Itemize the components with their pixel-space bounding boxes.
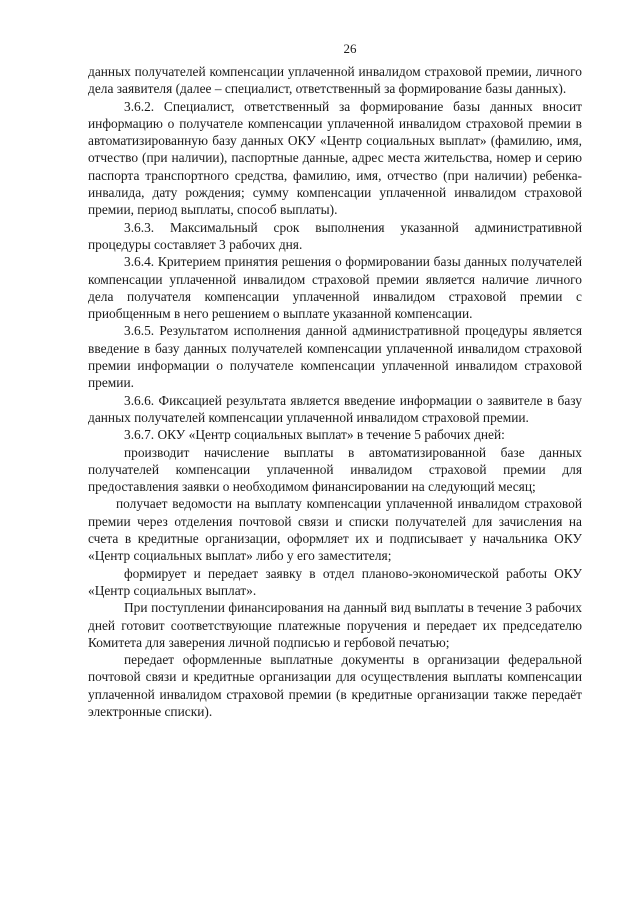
page-number: 26 — [343, 41, 357, 56]
list-item-statements: получает ведомости на выплату компенсации уплаченной инвалидом страховой премии через отделения почтовой связи и списки получателей для зачисления на счета в кредитные организации, оформляет их и подписывает у начальника ОКУ «Центр социальных выплат» либо у его заместителя; — [88, 496, 582, 564]
paragraph-3-6-5: 3.6.5. Результатом исполнения данной административной процедуры является введение в базу данных получателей компенсации уплаченной инвалидом страховой премии информации о получателе компенсации уплаченной инвалидом страховой премии. — [88, 323, 582, 391]
paragraph-3-6-7: 3.6.7. ОКУ «Центр социальных выплат» в течение 5 рабочих дней: — [124, 427, 505, 443]
paragraph-3-6-2: 3.6.2. Специалист, ответственный за формирование базы данных вносит информацию о получателе компенсации уплаченной инвалидом страховой премии в автоматизированную базу данных ОКУ «Центр социальных выплат» (фамилию, имя, отчество (при наличии), паспортные данные, адрес места жительства, номер и серию паспорта транспортного средства, фамилию, имя, отчество (при наличии) ребенка-инвалида, дату рождения; сумму компенсации уплаченной инвалидом страховой премии, период выплаты, способ выплаты). — [88, 98, 582, 218]
list-item-transfer: передает оформленные выплатные документы в организации федеральной почтовой связи и кредитные организации для осуществления выплаты компенсации уплаченной инвалидом страховой премии (в кредитные организации также передаёт электронные списки). — [88, 652, 582, 719]
list-item-accrual: производит начисление выплаты в автоматизированной базе данных получателей компенсации уплаченной инвалидом страховой премии для предоставления заявки о необходимом финансировании на следующий месяц; — [88, 444, 582, 495]
paragraph-3-6-6: 3.6.6. Фиксацией результата является введение информации о заявителе в базу данных получателей компенсации уплаченной инвалидом страховой премии. — [88, 392, 582, 425]
paragraph-continuation: данных получателей компенсации уплаченной инвалидом страховой премии, личного дела заявителя (далее – специалист, ответственный за формирование базы данных). — [88, 64, 582, 97]
paragraph-financing: При поступлении финансирования на данный вид выплаты в течение 3 рабочих дней готовит соответствующие платежные поручения и передает их председателю Комитета для заверения личной подписью и гербовой печатью; — [88, 600, 582, 650]
paragraph-3-6-4: 3.6.4. Критерием принятия решения о формировании базы данных получателей компенсации уплаченной инвалидом страховой премии является наличие личного дела получателя компенсации уплаченной инвалидом страховой премии с приобщенным в него решением о выплате указанной компенсации. — [88, 254, 582, 322]
list-item-request: формирует и передает заявку в отдел планово-экономической работы ОКУ «Центр социальных выплат». — [88, 565, 582, 598]
paragraph-3-6-3: 3.6.3. Максимальный срок выполнения указанной административной процедуры составляет 3 рабочих дня. — [88, 219, 582, 252]
